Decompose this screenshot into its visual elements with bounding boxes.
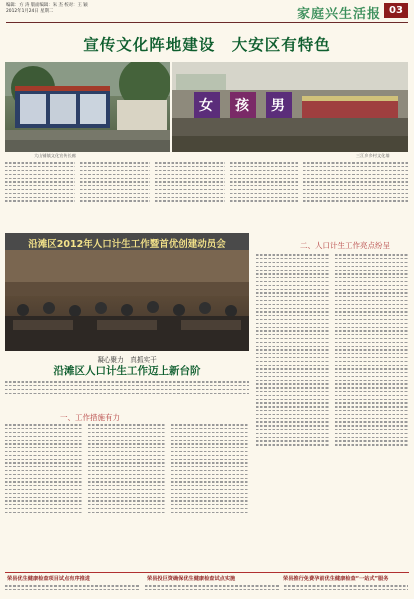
meeting-photo bbox=[5, 233, 249, 351]
footer-story-text bbox=[145, 583, 279, 597]
photo-caption-right: 三江乡乡村文化墙 bbox=[356, 153, 390, 158]
footer-story-text bbox=[284, 583, 408, 597]
footer-story-title: 荣县投巨资确保优生健康检查试点实施 bbox=[147, 576, 236, 582]
article-column bbox=[335, 252, 408, 570]
meeting-hall bbox=[5, 250, 249, 351]
wall-character: 男 bbox=[271, 98, 285, 114]
article-column bbox=[171, 422, 249, 570]
main-story-kicker: 凝心聚力 真抓实干 bbox=[97, 356, 157, 364]
article-column bbox=[230, 160, 298, 230]
article-column bbox=[5, 160, 75, 230]
editor-credits: 编辑：方 涛 版面编辑：朱 杰 校对：王 颖 bbox=[6, 3, 88, 8]
main-story-title: 沿滩区人口计生工作迈上新台阶 bbox=[53, 365, 201, 377]
footer-divider bbox=[5, 572, 409, 573]
article-column bbox=[155, 160, 225, 230]
article-column bbox=[88, 422, 166, 570]
photo-village-wall bbox=[172, 62, 408, 152]
main-story-lead bbox=[5, 379, 249, 409]
masthead-meta bbox=[6, 3, 88, 15]
masthead bbox=[0, 0, 414, 24]
page-number: 03 bbox=[384, 3, 408, 18]
footer-story-title: 荣县推行免费孕前优生健康检查“一站式”服务 bbox=[283, 576, 389, 582]
newspaper-title: 家庭兴生活报 bbox=[296, 7, 381, 22]
photo-caption-left: 大山铺镇文化宣传长廊 bbox=[34, 153, 76, 158]
footer-story-title: 荣县优生健康检查项目试点有序推进 bbox=[7, 576, 91, 582]
page-headline: 宣传文化阵地建设 大安区有特色 bbox=[83, 36, 331, 54]
footer-story-text bbox=[5, 583, 139, 597]
subhead-work-measures: 一、工作措施有力 bbox=[60, 413, 120, 422]
meeting-banner: 沿滩区2012年人口计生工作暨首优创建动员会 bbox=[28, 239, 226, 250]
article-column bbox=[5, 422, 83, 570]
subhead-achievements: 二、人口计生工作亮点纷呈 bbox=[300, 241, 390, 250]
wall-character: 孩 bbox=[235, 98, 249, 114]
article-column bbox=[256, 252, 329, 570]
article-column bbox=[80, 160, 150, 230]
photo-culture-corridor bbox=[5, 62, 170, 152]
wall-character: 女 bbox=[199, 98, 213, 114]
issue-date: 2012年1月24日 星期二 bbox=[6, 9, 54, 14]
masthead-divider bbox=[6, 22, 408, 23]
article-column bbox=[303, 160, 408, 230]
